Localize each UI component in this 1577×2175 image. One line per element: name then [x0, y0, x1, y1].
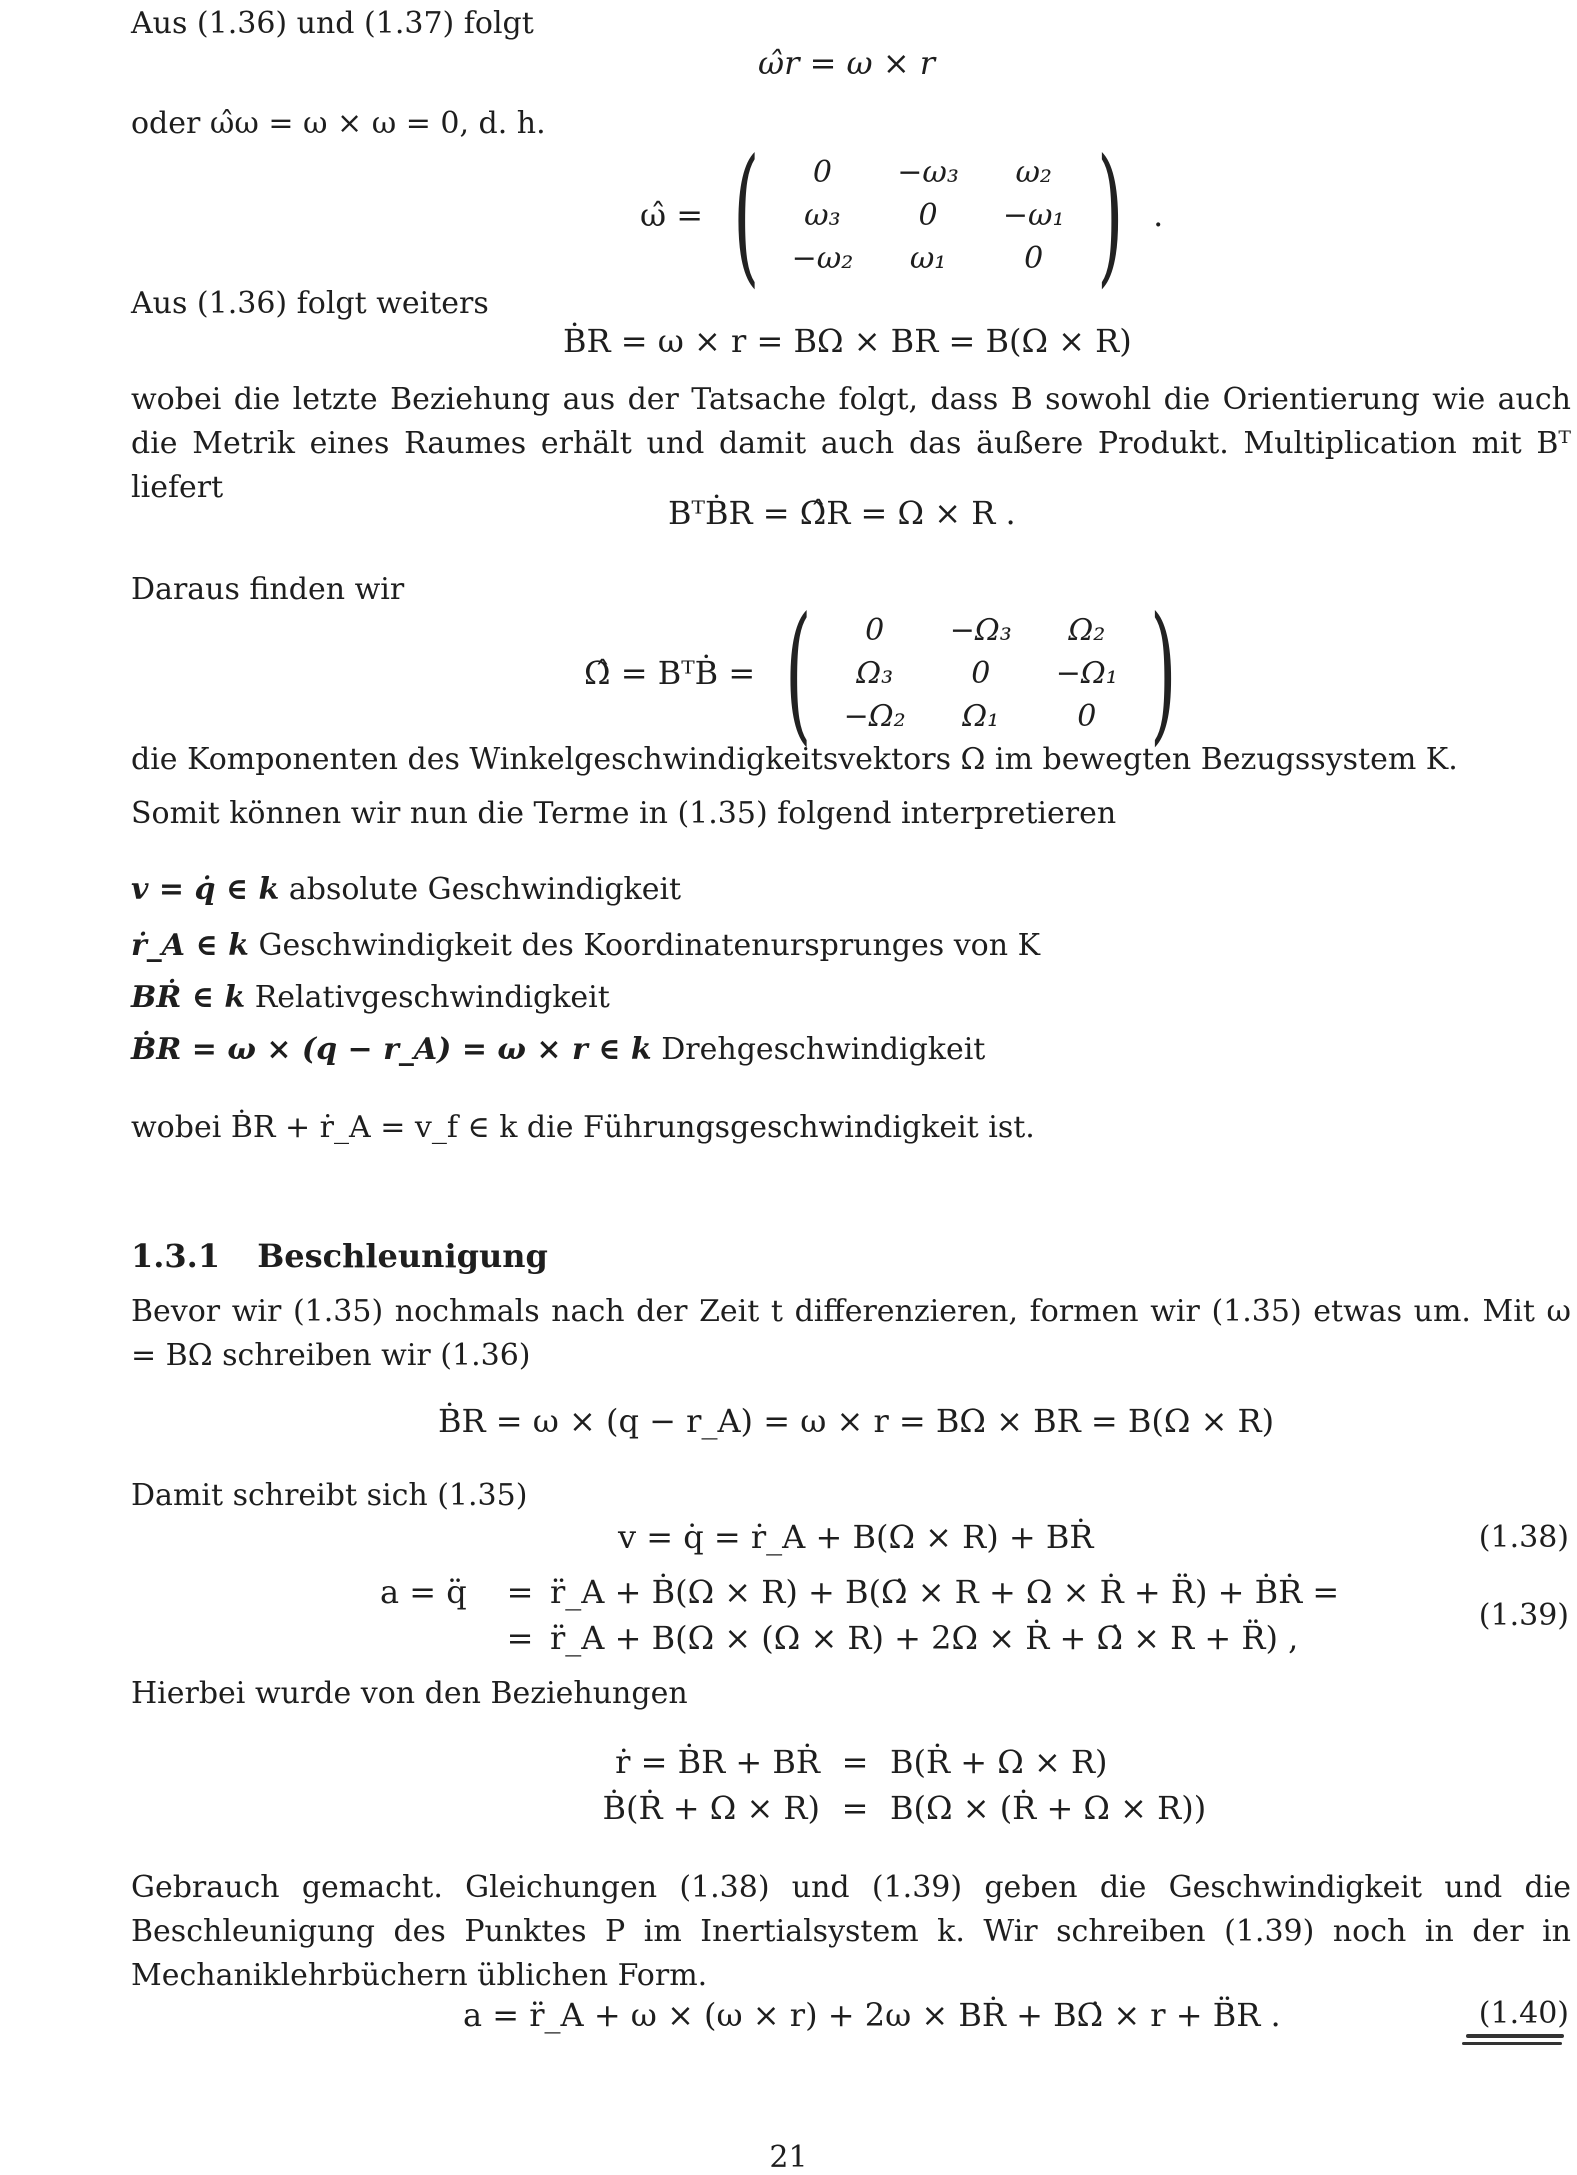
rel-rhs: B(Ṙ + Ω × R) [890, 1743, 1108, 1781]
matrix-cell: ω₂ [1015, 154, 1052, 190]
matrix-Omega [584, 586, 1192, 760]
text-line: Somit können wir nun die Terme in (1.35) folgend interpretieren [131, 796, 1117, 831]
text-line: Aus (1.36) und (1.37) folgt [131, 6, 534, 41]
matrix-cell: −ω₁ [1002, 197, 1065, 233]
text-line: oder ω̂ω = ω × ω = 0, d. h. [131, 106, 546, 141]
eq-rhs: r̈_A + Ḃ(Ω × R) + B(Ω̇ × R + Ω × Ṙ + R̈) + ḂṘ = [550, 1573, 1340, 1611]
equation: ḂR = ω × r = BΩ × BR = B(Ω × R) [563, 322, 1132, 360]
equation: BᵀḂR = Ω̂R = Ω × R . [668, 494, 1016, 532]
section-number: 1.3.1 [131, 1237, 221, 1275]
matrix-cell: −Ω₃ [949, 612, 1012, 648]
equation-1-39 [380, 1572, 1339, 1658]
equation-number: (1.38) [1478, 1520, 1569, 1555]
rel-rhs: B(Ω × (Ṙ + Ω × R)) [890, 1789, 1207, 1827]
eq-lhs: a = q̈ [380, 1573, 467, 1611]
matrix-cell: 0 [1077, 698, 1097, 734]
list-item [131, 1030, 985, 1070]
section-title: Beschleunigung [257, 1237, 548, 1275]
matrix-cell: 0 [918, 197, 938, 233]
equation: ω̂r = ω × r [758, 44, 936, 82]
eq-rel: = [506, 1573, 534, 1611]
matrix-cell: 0 [1024, 240, 1044, 276]
term-math: ṙ_A ∈ k [131, 928, 249, 963]
eq-rhs: r̈_A + B(Ω × (Ω × R) + 2Ω × Ṙ + Ω̇ × R + R̈) , [550, 1619, 1299, 1657]
eq-rel: = [506, 1619, 534, 1657]
text-line: wobei ḂR + ṙ_A = v_f ∈ k die Führungsgeschwindigkeit ist. [131, 1110, 1035, 1145]
paragraph: Bevor wir (1.35) nochmals nach der Zeit t differenzieren, formen wir (1.35) etwas um. Mit ω = BΩ schreiben wir (1.36) [131, 1294, 1571, 1373]
equation-number: (1.40) [1478, 1996, 1569, 2031]
equation: ḂR = ω × (q − r_A) = ω × r = BΩ × BR = B(Ω × R) [438, 1402, 1275, 1440]
term-math: v = q̇ ∈ k [131, 872, 280, 907]
matrix-cell: −ω₂ [791, 240, 854, 276]
matrix-cell: Ω₁ [962, 698, 1000, 734]
relations [540, 1742, 1206, 1828]
matrix-cell: 0 [812, 154, 832, 190]
page-number: 21 [769, 2140, 808, 2175]
list-item [131, 870, 681, 910]
text-line: Hierbei wurde von den Beziehungen [131, 1676, 688, 1711]
right-paren: ) [1096, 128, 1123, 302]
matrix-table [822, 609, 1140, 738]
term-label: Drehgeschwindigkeit [661, 1032, 986, 1067]
matrix-cell: −ω₃ [897, 154, 959, 190]
term-math: ḂR = ω × (q − r_A) = ω × r ∈ k [131, 1032, 652, 1067]
text-line: Daraus finden wir [131, 572, 405, 607]
matrix-cell: ω₁ [909, 240, 947, 276]
equation-1-40: a = r̈_A + ω × (ω × r) + 2ω × BṘ + BΩ̇ × r + B̈R . [463, 1996, 1281, 2034]
text-line: die Komponenten des Winkelgeschwindigkeitsvektors Ω im bewegten Bezugssystem K. [131, 742, 1458, 777]
left-paren: ( [785, 586, 812, 760]
matrix-table [770, 151, 1087, 280]
term-math: BṘ ∈ k [131, 980, 246, 1015]
left-paren: ( [733, 128, 760, 302]
list-item [131, 978, 610, 1018]
matrix-cell: 0 [865, 612, 885, 648]
matrix-cell: −Ω₂ [843, 698, 906, 734]
matrix-omega [640, 128, 1164, 302]
rel-lhs: ṙ = ḂR + BṘ [615, 1743, 820, 1781]
handwritten-underline [1462, 2042, 1562, 2045]
matrix-lhs: ω̂ = [640, 196, 704, 234]
rel-op: = [841, 1789, 869, 1827]
list-item [131, 926, 1040, 966]
paragraph: wobei die letzte Beziehung aus der Tatsache folgt, dass B sowohl die Orientierung wie auch die Metrik eines Raumes erhält und damit auch das äußere Produkt. Multiplication mit Bᵀ liefert [131, 382, 1571, 505]
matrix-cell: ω₃ [804, 197, 841, 233]
matrix-cell: Ω₂ [1068, 612, 1106, 648]
text-line: Damit schreibt sich (1.35) [131, 1478, 528, 1513]
handwritten-underline [1466, 2034, 1564, 2038]
rel-lhs: Ḃ(Ṙ + Ω × R) [602, 1789, 820, 1827]
equation-1-38: v = q̇ = ṙ_A + B(Ω × R) + BṘ [618, 1518, 1094, 1556]
paragraph: Gebrauch gemacht. Gleichungen (1.38) und (1.39) geben die Geschwindigkeit und die Beschleunigung des Punktes P im Inertialsystem k. Wir schreiben (1.39) noch in der in Mechaniklehrbüchern üblichen Form. [131, 1870, 1571, 1993]
term-label: Relativgeschwindigkeit [254, 980, 610, 1015]
section-heading [131, 1236, 548, 1276]
matrix-cell: −Ω₁ [1055, 655, 1118, 691]
matrix-cell: Ω₃ [856, 655, 894, 691]
term-label: absolute Geschwindigkeit [288, 872, 682, 907]
right-paren: ) [1149, 586, 1177, 760]
equation-number: (1.39) [1478, 1598, 1569, 1633]
matrix-lhs: Ω̂ = BᵀḂ = [584, 654, 756, 692]
rel-op: = [841, 1743, 869, 1781]
term-label: Geschwindigkeit des Koordinatenursprunges von K [258, 928, 1040, 963]
matrix-tail: . [1153, 196, 1164, 234]
matrix-cell: 0 [971, 655, 991, 691]
text-line: Aus (1.36) folgt weiters [131, 286, 489, 321]
